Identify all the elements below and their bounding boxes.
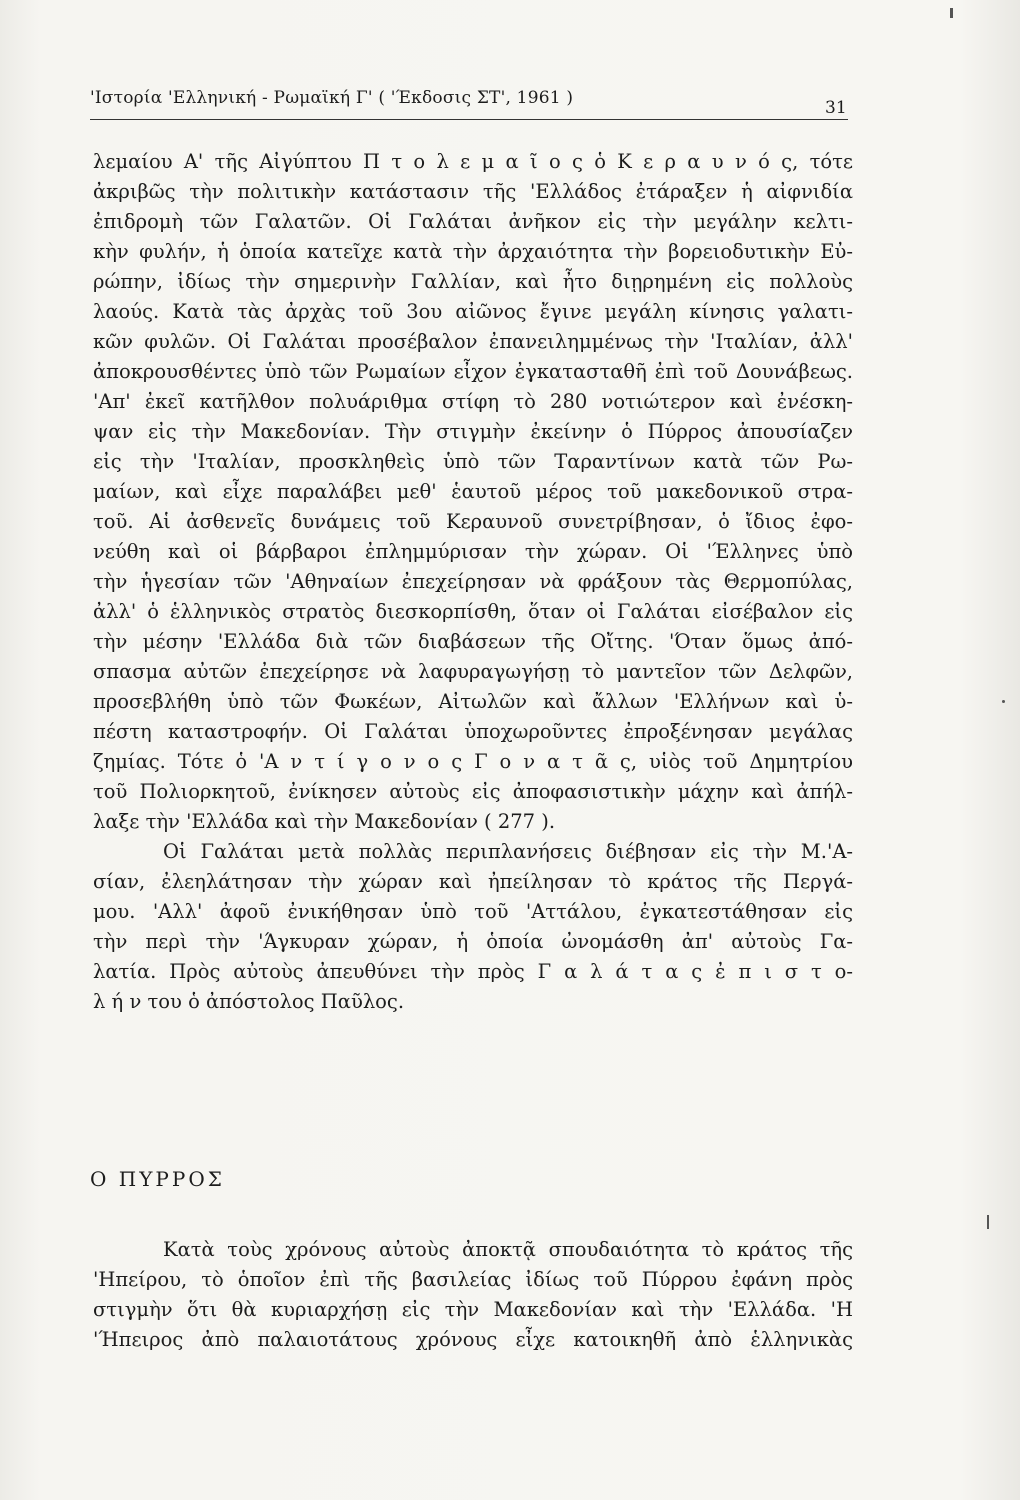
text-line: τὴν ἡγεσίαν τῶν 'Αθηναίων ἐπεχείρησαν νὰ φράξουν τὰς Θερμοπύλας, — [93, 570, 853, 593]
text-line: στιγμὴν ὅτι θὰ κυριαρχήσῃ εἰς τὴν Μακεδονίαν καὶ τὴν 'Ελλάδα. 'Η — [93, 1298, 853, 1321]
text-line: κὴν φυλήν, ἡ ὁποία κατεῖχε κατὰ τὴν ἀρχαιότητα τὴν βορειοδυτικὴν Εὐ- — [93, 240, 853, 263]
text-line: λαξε τὴν 'Ελλάδα καὶ τὴν Μακεδονίαν ( 277 ). — [93, 810, 556, 833]
text-line: τοῦ Πολιορκητοῦ, ἐνίκησεν αὐτοὺς εἰς ἀποφασιστικὴν μάχην καὶ ἀπήλ- — [93, 780, 853, 803]
text-line: ἀλλ' ὁ ἑλληνικὸς στρατὸς διεσκορπίσθη, ὅταν οἱ Γαλάται εἰσέβαλον εἰς — [93, 600, 853, 623]
text-line: ἀποκρουσθέντες ὑπὸ τῶν Ρωμαίων εἶχον ἐγκατασταθῆ ἐπὶ τοῦ Δουνάβεως. — [93, 360, 853, 383]
header-rule — [90, 119, 848, 120]
section-text — [93, 1235, 853, 1355]
text-line: τὴν περὶ τὴν 'Άγκυραν χώραν, ἡ ὁποία ὠνομάσθη ἀπ' αὐτοὺς Γα- — [93, 930, 853, 953]
text-line: 'Ήπειρος ἀπὸ παλαιοτάτους χρόνους εἶχε κατοικηθῆ ἀπὸ ἑλληνικὰς — [93, 1328, 853, 1351]
text-line: μου. 'Αλλ' ἀφοῦ ἐνικήθησαν ὑπὸ τοῦ 'Αττάλου, ἐγκατεστάθησαν εἰς — [93, 900, 853, 923]
section-title: Ο ΠΥΡΡΟΣ — [90, 1167, 225, 1191]
text-line: σίαν, ἐλεηλάτησαν τὴν χώραν καὶ ἠπείλησαν τὸ κράτος τῆς Περγά- — [93, 870, 853, 893]
running-header: 'Ιστορία 'Ελληνική - Ρωμαϊκή Γ' ( 'Έκδοσις ΣΤ', 1961 ) — [90, 88, 574, 108]
text-line: σπασμα αὐτῶν ἐπεχείρησε νὰ λαφυραγωγήσῃ τὸ μαντεῖον τῶν Δελφῶν, — [93, 660, 853, 683]
text-line: ἀκριβῶς τὴν πολιτικὴν κατάστασιν τῆς 'Ελλάδος ἐτάραξεν ἡ αἰφνιδία — [93, 180, 853, 203]
text-line: πέστη καταστροφήν. Οἱ Γαλάται ὑποχωροῦντες ἐπροξένησαν μεγάλας — [93, 720, 853, 743]
text-line: τὴν μέσην 'Ελλάδα διὰ τῶν διαβάσεων τῆς Οἴτης. 'Όταν ὅμως ἀπό- — [93, 630, 853, 653]
text-line: μαίων, καὶ εἶχε παραλάβει μεθ' ἑαυτοῦ μέρος τοῦ μακεδονικοῦ στρα- — [93, 480, 853, 503]
text-line: Οἱ Γαλάται μετὰ πολλὰς περιπλανήσεις διέβησαν εἰς τὴν Μ.'Α- — [163, 840, 853, 863]
text-line: 'Απ' ἐκεῖ κατῆλθον πολυάριθμα στίφη τὸ 280 νοτιώτερον καὶ ἐνέσκη- — [93, 390, 853, 413]
margin-tick — [987, 1215, 989, 1229]
text-line: τοῦ. Αἱ ἀσθενεῖς δυνάμεις τοῦ Κεραυνοῦ συνετρίβησαν, ὁ ἴδιος ἐφο- — [93, 510, 853, 533]
text-line: λ ή ν του ὁ ἀπόστολος Παῦλος. — [93, 990, 405, 1013]
text-line: νεύθη καὶ οἱ βάρβαροι ἐπλημμύρισαν τὴν χώραν. Οἱ 'Έλληνες ὑπὸ — [93, 540, 853, 563]
text-line: λεμαίου Α' τῆς Αἰγύπτου Π τ ο λ ε μ α ῖ ο ς ὁ Κ ε ρ α υ ν ό ς, τότε — [93, 150, 853, 173]
text-line: προσεβλήθη ὑπὸ τῶν Φωκέων, Αἰτωλῶν καὶ ἄλλων 'Ελλήνων καὶ ὑ- — [93, 690, 853, 713]
main-text — [93, 147, 853, 1017]
text-line: Κατὰ τοὺς χρόνους αὐτοὺς ἀποκτᾷ σπουδαιότητα τὸ κράτος τῆς — [163, 1238, 853, 1261]
page-number: 31 — [825, 98, 847, 118]
text-line: εἰς τὴν 'Ιταλίαν, προσκληθεὶς ὑπὸ τῶν Ταραντίνων κατὰ τῶν Ρω- — [93, 450, 853, 473]
text-line: ἐπιδρομὴ τῶν Γαλατῶν. Οἱ Γαλάται ἀνῆκον εἰς τὴν μεγάλην κελτι- — [93, 210, 853, 233]
text-line: λαούς. Κατὰ τὰς ἀρχὰς τοῦ 3ου αἰῶνος ἔγινε μεγάλη κίνησις γαλατι- — [93, 300, 853, 323]
margin-tick — [950, 8, 953, 18]
text-line: κῶν φυλῶν. Οἱ Γαλάται προσέβαλον ἐπανειλημμένως τὴν 'Ιταλίαν, ἀλλ' — [93, 330, 853, 353]
text-line: ζημίας. Τότε ὁ 'Α ν τ ί γ ο ν ο ς Γ ο ν α τ ᾶ ς, υἱὸς τοῦ Δημητρίου — [93, 750, 853, 773]
text-line: ψαν εἰς τὴν Μακεδονίαν. Τὴν στιγμὴν ἐκείνην ὁ Πύρρος ἀπουσίαζεν — [93, 420, 853, 443]
text-line: λατία. Πρὸς αὐτοὺς ἀπευθύνει τὴν πρὸς Γ α λ ά τ α ς ἐ π ι σ τ ο- — [93, 960, 853, 983]
margin-dot — [1002, 700, 1005, 703]
text-line: 'Ηπείρου, τὸ ὁποῖον ἐπὶ τῆς βασιλείας ἰδίως τοῦ Πύρρου ἐφάνη πρὸς — [93, 1268, 853, 1291]
text-line: ρώπην, ἰδίως τὴν σημερινὴν Γαλλίαν, καὶ ἦτο διῃρημένη εἰς πολλοὺς — [93, 270, 853, 293]
